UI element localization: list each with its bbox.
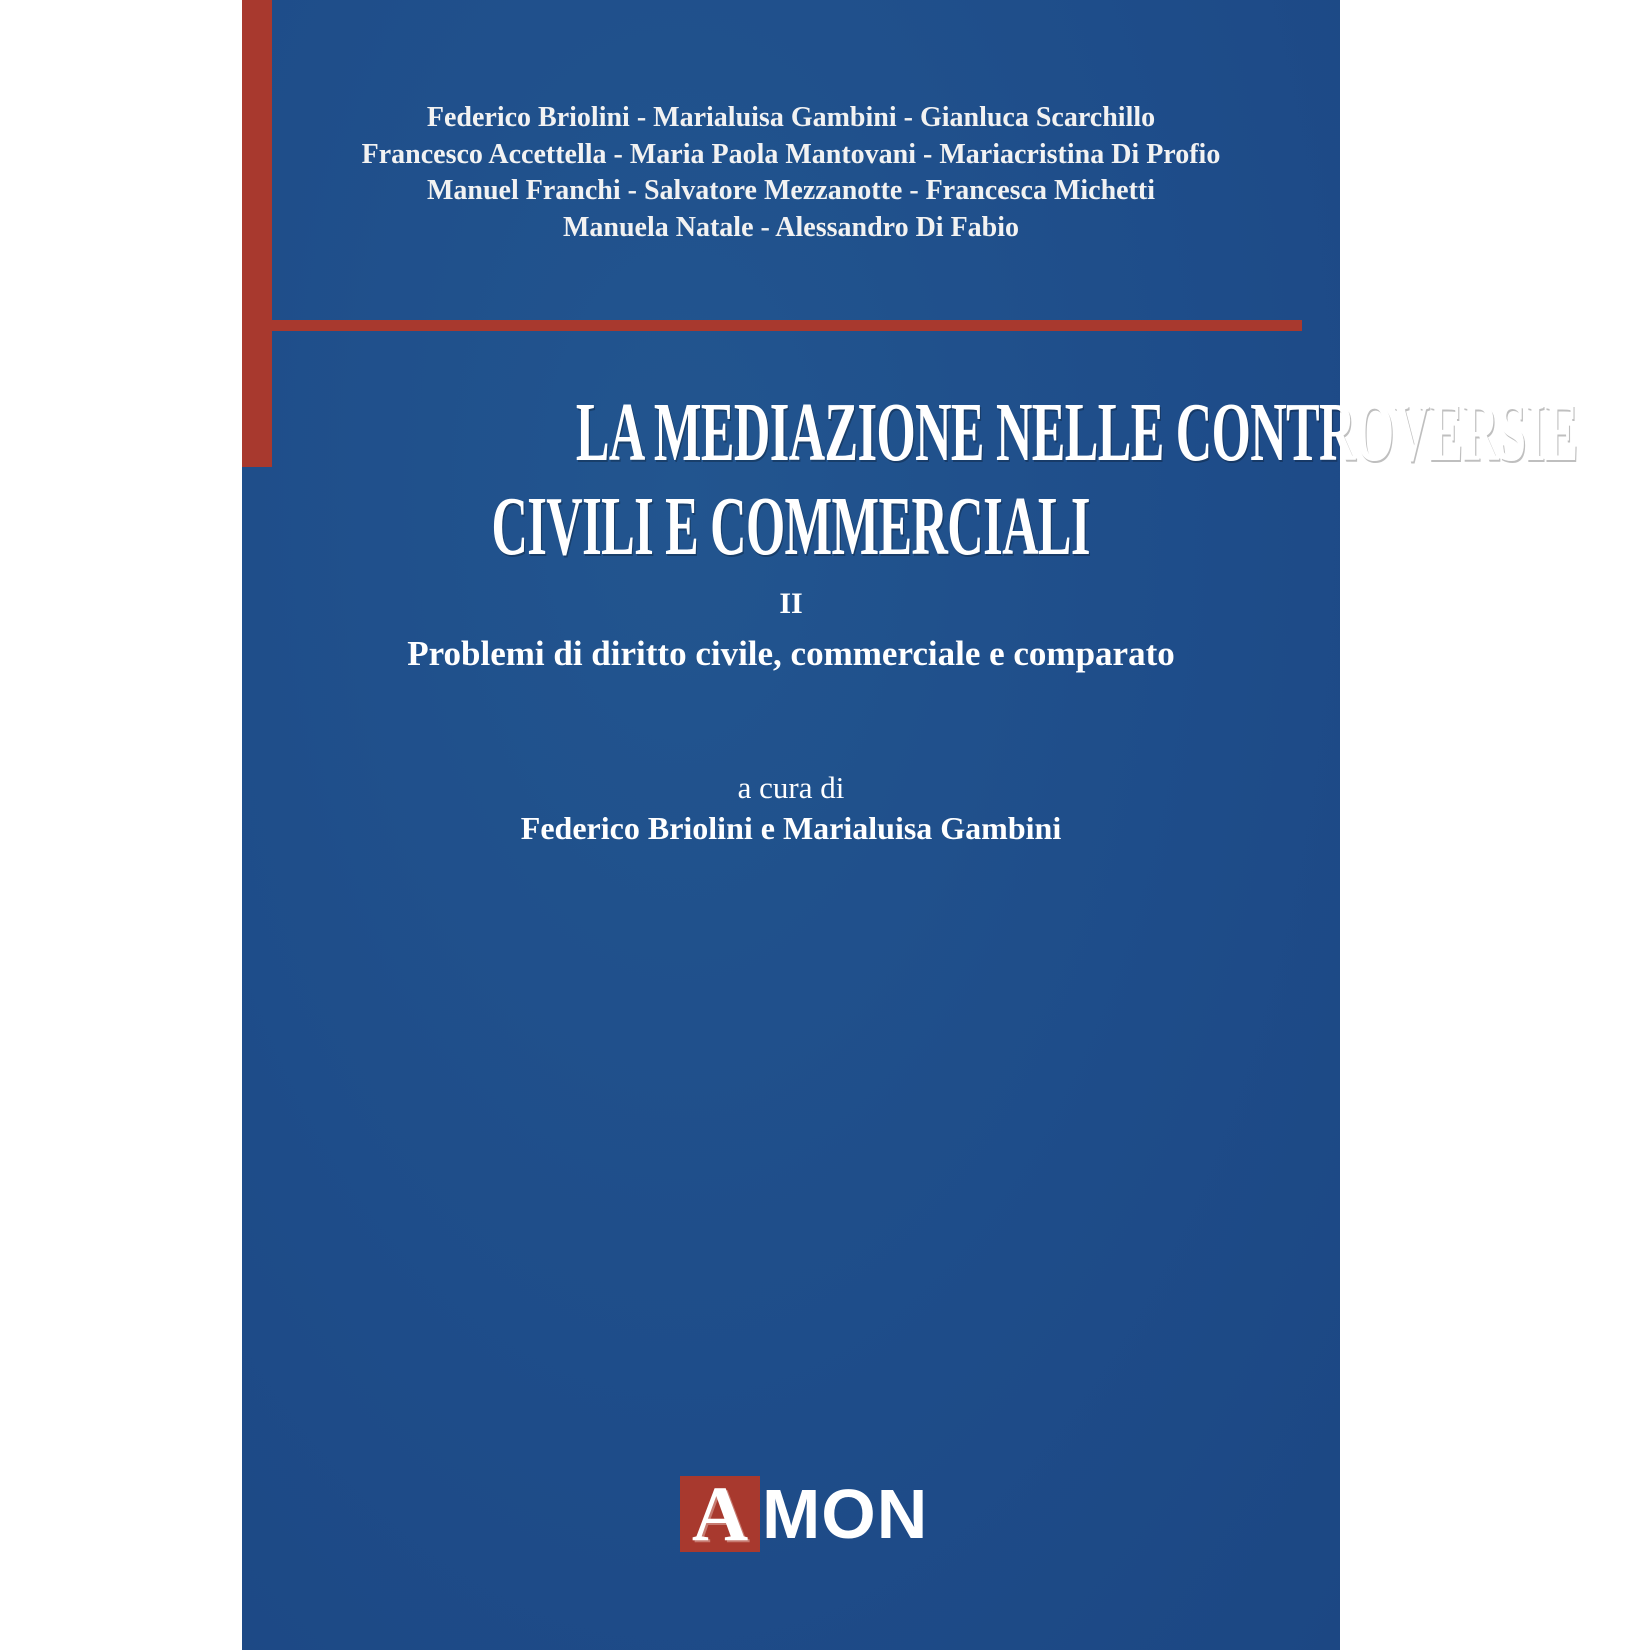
author-line: Federico Briolini - Marialuisa Gambini - Gianluca Scarchillo	[426, 102, 1156, 133]
publisher-logo	[680, 1470, 929, 1557]
logo-text: MON	[762, 1475, 929, 1553]
author-list	[272, 100, 1310, 246]
author-line: Manuel Franchi - Salvatore Mezzanotte - Francesca Michetti	[426, 175, 1156, 206]
title-line-1: LA MEDIAZIONE NELLE CONTROVERSIE	[575, 386, 1578, 479]
title-line-2: CIVILI E COMMERCIALI	[491, 480, 1091, 573]
volume-number: II	[779, 587, 803, 620]
logo-initial-box: A	[680, 1476, 760, 1552]
book-cover	[242, 0, 1578, 1650]
editors-label: a cura di	[737, 770, 845, 805]
author-line: Francesco Accettella - Maria Paola Mantovani - Mariacristina Di Profio	[361, 138, 1221, 170]
author-line: Manuela Natale - Alessandro Di Fabio	[562, 211, 1020, 243]
book-title	[242, 386, 1578, 574]
editors-names: Federico Briolini e Marialuisa Gambini	[520, 810, 1062, 846]
book-subtitle: Problemi di diritto civile, commerciale e comparato	[407, 634, 1175, 673]
red-horizontal-rule	[272, 320, 1302, 331]
